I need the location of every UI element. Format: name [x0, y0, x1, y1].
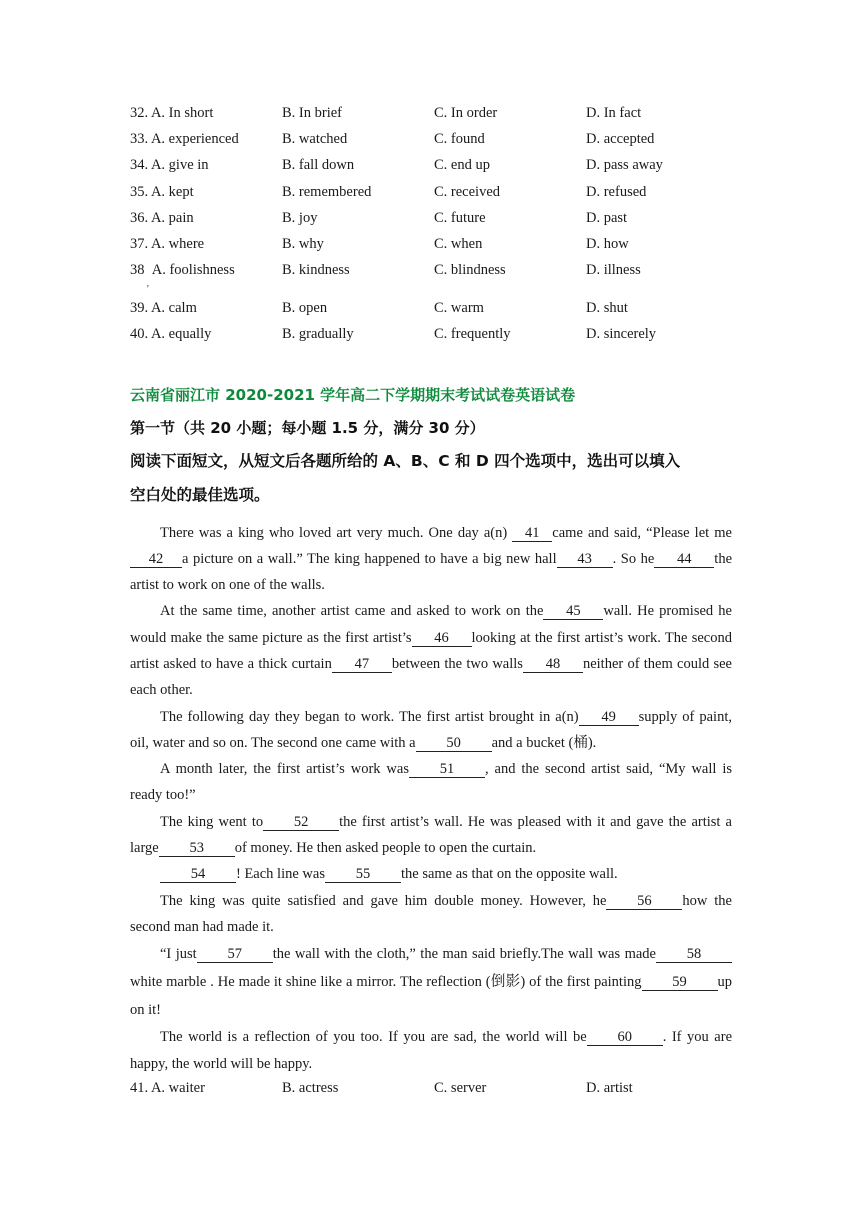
option-a: A. give in	[150, 157, 209, 174]
blank-52: 52	[263, 814, 339, 831]
option-c: C. server	[434, 1079, 487, 1096]
option-row-41	[130, 1077, 732, 1103]
question-number: 35.	[130, 183, 149, 200]
option-a: A. where	[150, 235, 205, 252]
passage-paragraph-1: There was a king who loved art very much. One day a(n) 41 came and said, “Please let me 42 a picture on a wall.” The king happened to have a big new hall 43 . So he 44 the artist to work on one of the walls.	[130, 524, 733, 594]
question-number: 36.	[130, 209, 149, 226]
option-b: B. remembered	[282, 183, 372, 200]
option-c: C. In order	[434, 105, 498, 121]
blank-56: 56	[606, 893, 682, 910]
option-row-40	[130, 323, 732, 349]
blank-55: 55	[325, 866, 401, 883]
option-d: D. In fact	[586, 105, 642, 121]
blank-46: 46	[412, 630, 472, 647]
option-c: C. received	[434, 183, 501, 200]
passage-paragraph-9: The world is a reflection of you too. If you are sad, the world will be 60 . If you are happy, the world will be happy.	[130, 1029, 733, 1072]
question-number: 32.	[130, 105, 149, 121]
option-d: D. illness	[586, 262, 641, 279]
blank-43: 43	[557, 551, 613, 568]
blank-50: 50	[416, 735, 492, 752]
passage-paragraph-7: The king was quite satisfied and gave him double money. However, he 56 how the second man had made it.	[130, 892, 732, 935]
option-row-39	[130, 297, 732, 323]
option-b: B. In brief	[282, 105, 342, 121]
option-a: A. In short	[150, 105, 214, 121]
instruction-line-2: 空白处的最佳选项。	[130, 485, 270, 504]
exam-title: 云南省丽江市 2020-2021 学年高二下学期期末考试试卷英语试卷	[130, 385, 576, 404]
option-row-38	[130, 259, 732, 297]
option-a: A. calm	[150, 300, 197, 317]
option-a: A. foolishness	[151, 262, 235, 279]
option-b: B. open	[282, 300, 328, 317]
option-d: D. sincerely	[586, 326, 657, 343]
option-d: D. shut	[586, 300, 628, 317]
option-c: C. warm	[434, 300, 484, 317]
blank-57: 57	[197, 946, 273, 963]
option-a: A. equally	[150, 326, 212, 343]
option-c: C. found	[434, 131, 485, 148]
option-b: B. why	[282, 235, 324, 252]
option-b: B. gradually	[282, 326, 354, 343]
blank-48: 48	[523, 656, 583, 673]
passage-paragraph-8: “I just 57 the wall with the cloth,” the man said briefly.The wall was made 58white marble . He made it shine like a mirror. The reflection (倒影) of the first painting 59 up on it!	[130, 946, 732, 1019]
option-a: A. kept	[150, 183, 194, 200]
blank-49: 49	[579, 709, 639, 726]
option-a: A. experienced	[150, 131, 239, 148]
option-c: C. end up	[434, 157, 490, 174]
question-number: 40.	[130, 326, 149, 343]
option-row-37	[130, 233, 732, 259]
passage-paragraph-6: 54 ! Each line was 55 the same as that on the opposite wall.	[130, 861, 732, 887]
passage-paragraph-2: At the same time, another artist came and asked to work on the 45 wall. He promised he would make the same picture as the first artist’s 46 looking at the first artist’s work. The second artist asked to have a thick curtain 47 between the two walls 48 neither of them could see each other.	[130, 603, 732, 699]
question-number: 38	[130, 262, 145, 279]
option-b: B. watched	[282, 131, 348, 148]
option-c: C. when	[434, 235, 483, 252]
option-c: C. future	[434, 209, 486, 226]
option-d: D. artist	[586, 1079, 633, 1096]
option-row-34	[130, 154, 732, 180]
exam-page	[130, 102, 732, 1103]
cloze-passage	[130, 520, 732, 1077]
option-a: A. waiter	[150, 1079, 205, 1096]
blank-51: 51	[409, 761, 485, 778]
option-d: D. past	[586, 209, 628, 226]
options-block-32-40	[130, 102, 732, 350]
blank-45: 45	[543, 603, 603, 620]
passage-paragraph-4: A month later, the first artist’s work was 51 , and the second artist said, “My wall is ready too!”	[130, 761, 732, 804]
option-b: B. joy	[282, 209, 318, 226]
question-number: 41.	[130, 1079, 149, 1096]
option-row-36	[130, 207, 732, 233]
option-c: C. blindness	[434, 262, 506, 279]
option-d: D. accepted	[586, 131, 655, 148]
option-row-35	[130, 181, 732, 207]
stray-tick-mark: '	[147, 284, 149, 296]
blank-53: 53	[159, 840, 235, 857]
option-a: A. pain	[150, 209, 194, 226]
option-c: C. frequently	[434, 326, 511, 343]
section-heading: 第一节（共 20 小题；每小题 1.5 分，满分 30 分）	[130, 418, 485, 437]
blank-41: 41	[512, 525, 552, 542]
blank-44: 44	[654, 551, 714, 568]
option-d: D. how	[586, 235, 629, 252]
question-number: 33.	[130, 131, 149, 148]
blank-54: 54	[160, 866, 236, 883]
blank-58: 58	[656, 946, 732, 963]
option-b: B. actress	[282, 1079, 339, 1096]
option-d: D. refused	[586, 183, 647, 200]
question-number: 39.	[130, 300, 149, 317]
option-b: B. fall down	[282, 157, 355, 174]
option-row-33	[130, 128, 732, 154]
passage-paragraph-5: The king went to 52 the first artist’s wall. He was pleased with it and gave the artist a large 53 of money. He then asked people to open the curtain.	[130, 813, 732, 857]
question-number: 37.	[130, 235, 149, 252]
option-d: D. pass away	[586, 157, 663, 174]
blank-42: 42	[130, 551, 182, 568]
option-b: B. kindness	[282, 262, 350, 279]
blank-60: 60	[587, 1029, 663, 1046]
blank-59: 59	[642, 974, 718, 991]
option-row-32	[130, 102, 732, 128]
passage-paragraph-3: The following day they began to work. The first artist brought in a(n) 49 supply of paint, oil, water and so on. The second one came with a 50 and a bucket (桶).	[130, 708, 732, 751]
question-number: 34.	[130, 157, 149, 174]
blank-47: 47	[332, 656, 392, 673]
instruction-line-1: 阅读下面短文，从短文后各题所给的 A、B、C 和 D 四个选项中，选出可以填入	[130, 451, 681, 470]
